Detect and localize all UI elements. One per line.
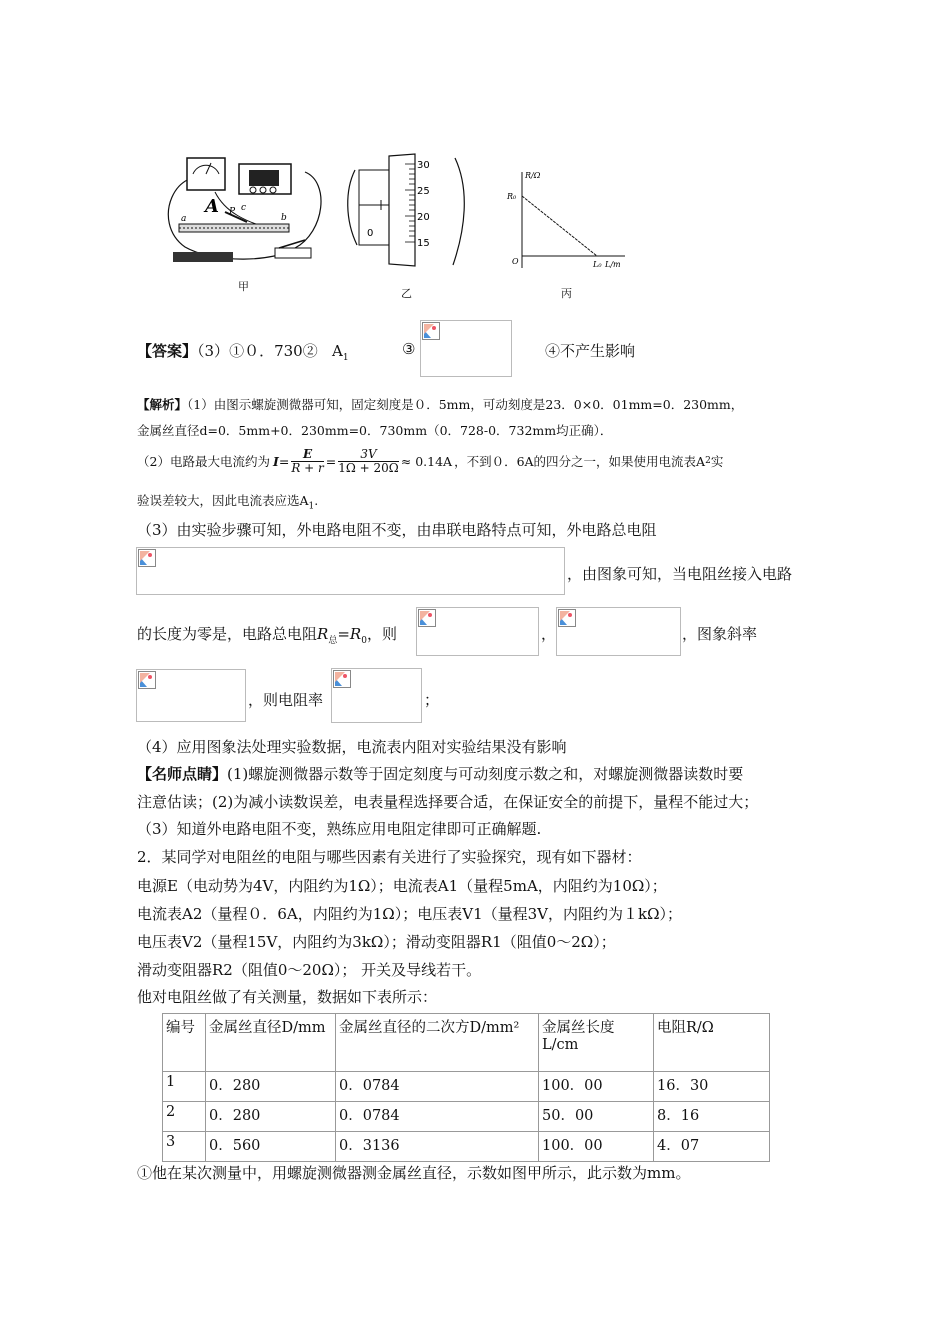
analysis-line3: （2）电路最大电流约为 I = $\frac{E}{R + r}$ = $\frac{3V}{1\Omega + 20\Omega}$ ≈ 0.14A ，不到０．6A的四分之一，如果使用电流表A 2 实 [137,446,724,475]
q2-line5: 他对电阻丝做了有关测量，数据如下表所示： [137,988,438,1006]
image-placeholder-icon [422,322,440,340]
broken-image-slope [136,669,246,722]
table-header-cell: 金属丝直径D/mm [206,1014,336,1072]
p3-comma: ， [541,625,557,643]
broken-image-resistivity [331,668,422,723]
table-header-row [163,1014,770,1072]
p3-line4: ，则电阻率 [248,691,324,709]
tip-line1: 【名师点睛】(1)螺旋测微器示数等于固定刻度与可动刻度示数之和，对螺旋测微器读数时要 [137,765,744,783]
p3-line2: ，由图象可知，当电阻丝接入电路 [567,565,793,583]
answer-line: 【答案】（3）①０．730② $A_1$ [137,342,349,363]
fraction-e-over-r: $\frac{E}{R + r}$ [291,446,324,475]
label-p: P [229,207,236,217]
figure-yi-micrometer [345,150,470,270]
analysis-line1: 【解析】（1）由图示螺旋测微器可知，固定刻度是０．5mm，可动刻度是23．0×0．01mm=0．230mm， [137,397,744,412]
answer-r2: A [332,342,343,360]
label-c: c [241,203,247,213]
graph-xlabel: L/m [605,260,621,269]
ammeter-label: A [205,196,219,217]
graph-l0: L₀ [593,260,602,269]
image-placeholder-icon [558,609,576,627]
answer-r3: ③ [402,340,416,358]
image-placeholder-icon [418,609,436,627]
table-header-cell: 金属丝长度L/cm [539,1014,654,1072]
tip-line2: 注意估读；(2)为减小读数误差，电表量程选择要合适，在保证安全的前提下，量程不能过大； [137,793,759,811]
analysis-line2: 金属丝直径d=0．5mm+0．230mm=0．730mm（0．728-0．732mm均正确）． [137,423,613,438]
graph-r0: R₀ [507,192,517,201]
figure-bing-graph [505,168,630,273]
p3-semicolon: ； [424,691,440,709]
image-placeholder-icon [138,671,156,689]
table-header-cell: 金属丝直径的二次方D/mm² [336,1014,539,1072]
tip-label: 【名师点睛】 [137,765,228,783]
broken-image-eq1 [416,607,539,656]
q2-last-line: ①他在某次测量中，用螺旋测微器测金属丝直径，示数如图甲所示，此示数为mm。 [137,1164,691,1182]
table-row: 1 0．280 0．0784 100．00 16．30 [163,1072,770,1102]
figure-bing-caption: 丙 [561,287,572,300]
q2-line2: 电流表A2（量程０．6A，内阻约为1Ω）；电压表V1（量程3V，内阻约为１kΩ）； [137,905,683,923]
answer-r1: ①０．730② [229,342,318,360]
table-header-cell: 电阻R/Ω [654,1014,770,1072]
table-row: 2 0．280 0．0784 50．00 8．16 [163,1102,770,1132]
figure-yi-caption: 乙 [401,287,412,300]
q2-intro: 2．某同学对电阻丝的电阻与哪些因素有关进行了实验探究，现有如下器材： [137,848,642,866]
analysis-label: 【解析】 [137,397,188,412]
broken-image-total-resistance [136,547,565,595]
broken-image-eq2 [556,607,681,656]
broken-image-answer [420,320,512,377]
p4-line: （4）应用图象法处理实验数据，电流表内阻对实验结果没有影响 [137,738,567,756]
table-row: 3 0．560 0．3136 100．00 4．07 [163,1132,770,1162]
tick-15: 15 [417,238,430,249]
fraction-3v-over-21: $\frac{3V}{1\Omega + 20\Omega}$ [338,446,399,475]
figure-jia-caption: 甲 [238,280,249,293]
q2-line1: 电源E（电动势为4V，内阻约为1Ω）；电流表A1（量程5mA，内阻约为10Ω）； [137,877,667,895]
p3-line3: 的长度为零是，电路总电阻$R_总=R_0$，则 [137,625,397,646]
q2-line4: 滑动变阻器R2（阻值0～20Ω）； 开关及导线若干。 [137,961,482,979]
tick-25: 25 [417,186,430,197]
tick-zero: 0 [367,228,374,239]
label-b: b [281,213,287,223]
tick-30: 30 [417,160,430,171]
label-a: a [181,214,187,224]
analysis-line4: 验误差较大，因此电流表应选$A_1$. [137,493,319,512]
table-header-cell: 编号 [163,1014,206,1072]
image-placeholder-icon [333,670,351,688]
data-table [162,1013,770,1162]
figure-jia-circuit [155,152,330,272]
p3-slope: ，图象斜率 [682,625,758,643]
answer-r4: ④不产生影响 [545,342,636,360]
graph-ylabel: R/Ω [525,171,541,180]
graph-origin: O [512,257,519,266]
tip-line3: （3）知道外电路电阻不变，熟练应用电阻定律即可正确解题. [137,820,542,838]
image-placeholder-icon [138,549,156,567]
answer-label: 【答案】 [137,342,198,360]
q2-line3: 电压表V2（量程15V，内阻约为3kΩ）；滑动变阻器R1（阻值0～2Ω）； [137,933,616,951]
p3-line1: （3）由实验步骤可知，外电路电阻不变，由串联电路特点可知，外电路总电阻 [137,521,657,539]
tick-20: 20 [417,212,430,223]
